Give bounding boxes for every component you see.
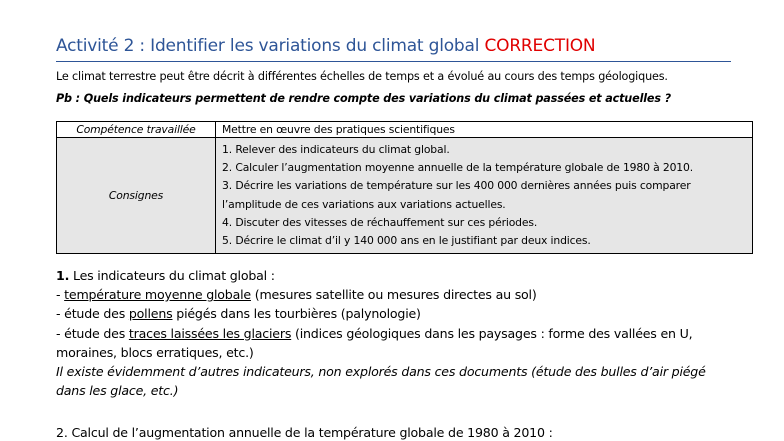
step-number: 5. — [222, 234, 233, 248]
bullet-prefix: - — [56, 287, 65, 303]
step-text: l’amplitude de ces variations aux variations actuelles. — [222, 197, 506, 211]
section-number: 1. — [56, 268, 70, 283]
step-number: 2. — [222, 161, 233, 175]
table-row — [57, 122, 753, 138]
step-number: 3. — [222, 179, 233, 193]
bullet-text: (mesures satellite ou mesures directes au sol) — [250, 287, 537, 303]
step-text: Calculer l’augmentation moyenne annuelle de la température globale de 1980 à 2010. — [235, 161, 694, 175]
list-item — [56, 304, 706, 323]
table-row — [57, 138, 753, 254]
section-heading-text: Calcul de l’augmentation annuelle de la température globale de 1980 à 2010 : — [71, 425, 553, 440]
list-item — [222, 214, 746, 232]
competence-value: Mettre en œuvre des pratiques scientifiques — [216, 122, 753, 138]
title-underline — [56, 61, 731, 62]
step-number: 4. — [222, 215, 233, 229]
correction-label: CORRECTION — [484, 36, 596, 56]
list-item — [56, 324, 706, 343]
bullet-prefix: - étude des — [56, 325, 129, 341]
bullet-text: (indices géologiques dans les paysages : forme des vallées en U, — [291, 325, 693, 341]
competence-label: Compétence travaillée — [57, 122, 216, 138]
section-number: 2. — [56, 425, 68, 440]
step-text: Relever des indicateurs du climat global. — [235, 143, 450, 156]
consignes-label: Consignes — [57, 138, 216, 254]
bullet-text: piégés dans les tourbières (palynologie) — [172, 306, 421, 322]
list-item — [222, 141, 746, 159]
list-item — [222, 177, 746, 195]
step-text: Décrire le climat d’il y 140 000 ans en le justifiant par deux indices. — [235, 234, 591, 248]
section-heading-text: Les indicateurs du climat global : — [72, 268, 275, 283]
underlined-term: pollens — [128, 306, 173, 322]
page-title — [56, 36, 595, 56]
bullet-prefix: - étude des — [56, 306, 129, 322]
consignes-list — [216, 138, 753, 254]
underlined-term: température moyenne globale — [64, 287, 251, 303]
section-heading — [56, 425, 553, 440]
competence-table — [56, 121, 753, 254]
step-number: 1. — [222, 143, 233, 156]
step-text: Discuter des vitesses de réchauffement sur ces périodes. — [235, 215, 538, 229]
title-text: Activité 2 : Identifier les variations du climat global — [56, 36, 480, 56]
list-item — [222, 196, 746, 214]
intro-text: Le climat terrestre peut être décrit à différentes échelles de temps et a évolué au cours des temps géologiques. — [56, 70, 668, 83]
list-item — [222, 232, 746, 250]
list-item — [56, 285, 706, 304]
problem-statement: Pb : Quels indicateurs permettent de rendre compte des variations du climat passées et actuelles ? — [56, 92, 671, 105]
list-item — [222, 159, 746, 177]
list-item-continuation: moraines, blocs erratiques, etc.) — [56, 344, 254, 360]
section-indicators — [56, 266, 706, 400]
note-text: Il existe évidemment d’autres indicateurs, non explorés dans ces documents (étude des bulles d’air piégé — [56, 364, 706, 380]
note-text: dans les glace, etc.) — [56, 383, 179, 399]
section-heading — [56, 266, 706, 285]
underlined-term: traces laissées les glaciers — [128, 325, 292, 341]
step-text: Décrire les variations de température sur les 400 000 dernières années puis comparer — [235, 179, 691, 193]
